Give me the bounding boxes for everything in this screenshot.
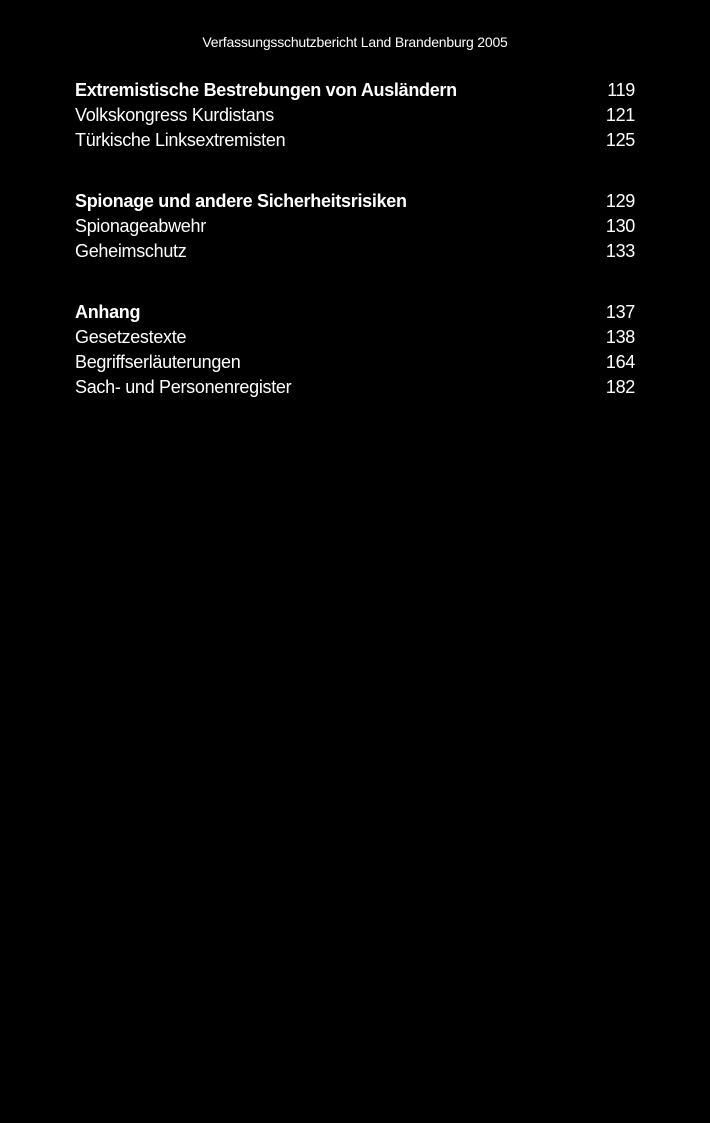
toc-entry	[75, 128, 635, 153]
toc-entry	[75, 239, 635, 264]
toc-entry-title: Geheimschutz	[75, 241, 187, 261]
toc-heading-title: Spionage und andere Sicherheitsrisiken	[75, 191, 407, 211]
toc-page-number: 121	[605, 105, 635, 125]
toc-page-number: 125	[605, 130, 635, 150]
toc-heading	[75, 78, 635, 103]
toc-page-number: 130	[605, 216, 635, 236]
running-header: Verfassungsschutzbericht Land Brandenburg 2005	[202, 34, 508, 50]
toc-page-number: 164	[605, 352, 635, 372]
table-of-contents	[75, 78, 635, 436]
toc-heading-title: Anhang	[75, 302, 141, 322]
toc-section-anhang	[75, 300, 635, 400]
toc-entry	[75, 375, 635, 400]
toc-page-number: 119	[607, 80, 635, 100]
toc-page-number: 133	[605, 241, 635, 261]
toc-heading	[75, 300, 635, 325]
toc-page-number: 137	[605, 302, 635, 322]
toc-entry	[75, 103, 635, 128]
toc-entry-title: Begriffserläuterungen	[75, 352, 241, 372]
toc-page-number: 182	[605, 377, 635, 397]
toc-entry	[75, 325, 635, 350]
toc-entry-title: Sach- und Personenregister	[75, 377, 292, 397]
toc-entry-title: Volkskongress Kurdistans	[75, 105, 274, 125]
toc-heading-title: Extremistische Bestrebungen von Ausländern	[75, 80, 457, 100]
toc-section-auslaender	[75, 78, 635, 153]
toc-page-number: 129	[605, 191, 635, 211]
toc-entry	[75, 214, 635, 239]
toc-section-spionage	[75, 189, 635, 264]
toc-heading	[75, 189, 635, 214]
toc-entry-title: Gesetzestexte	[75, 327, 187, 347]
toc-entry	[75, 350, 635, 375]
toc-entry-title: Türkische Linksextremisten	[75, 130, 286, 150]
toc-entry-title: Spionageabwehr	[75, 216, 206, 236]
toc-page-number: 138	[605, 327, 635, 347]
